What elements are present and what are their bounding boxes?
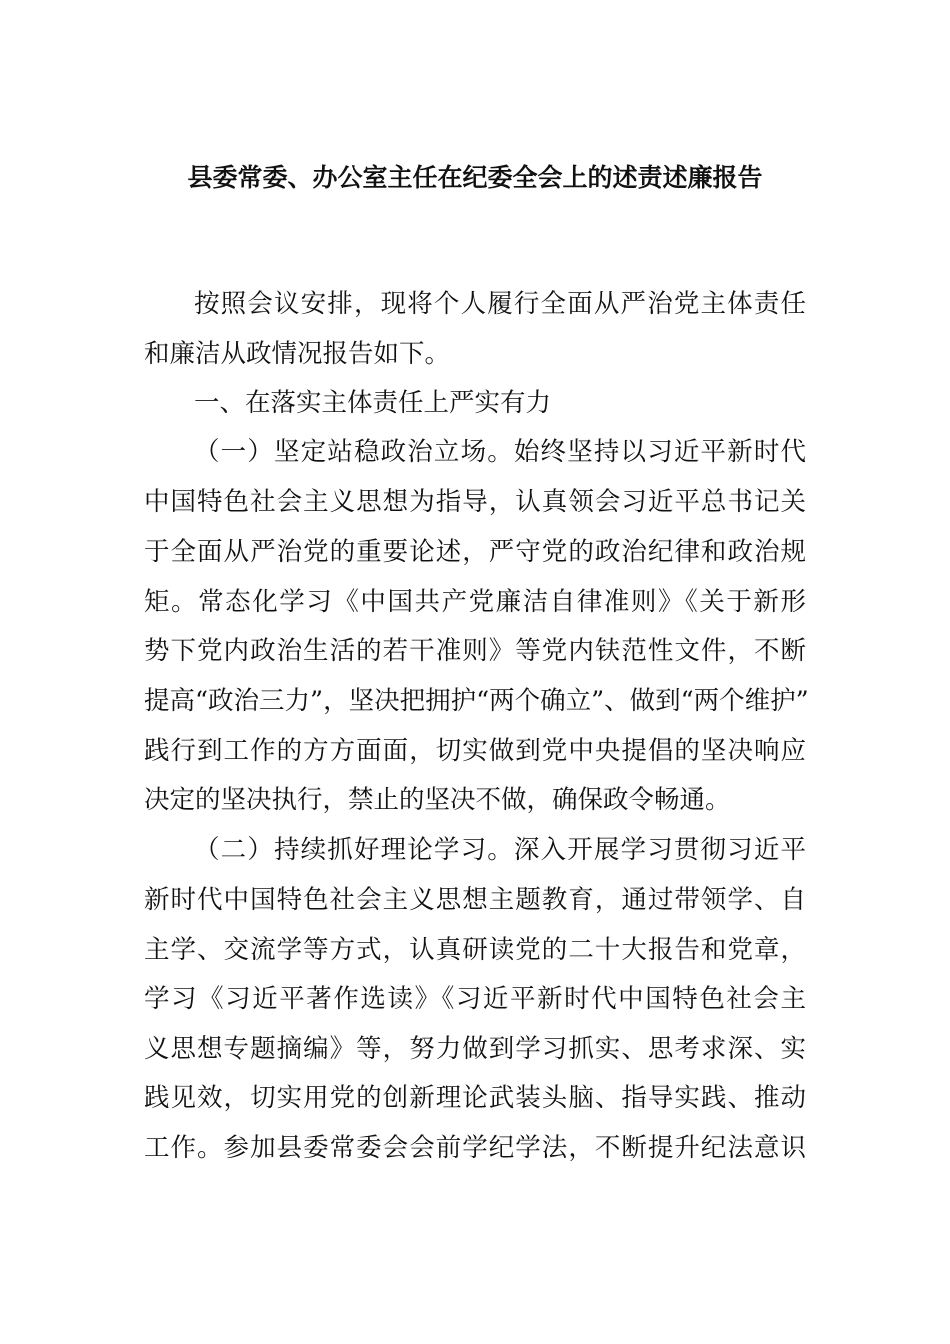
paragraph-line: 学习《习近平著作选读》《习近平新时代中国特色社会主 [144, 984, 806, 1014]
paragraph-line: 提高“政治三力”，坚决把拥护“两个确立”、做到“两个维护” [144, 686, 809, 716]
paragraph-line: 决定的坚决执行，禁止的坚决不做，确保政令畅通。 [144, 785, 731, 815]
section-heading: 一、在落实主体责任上严实有力 [194, 388, 552, 418]
paragraph-line: 势下党内政治生活的若干准则》等党内𫓧范性文件，不断 [144, 636, 806, 666]
paragraph-line: 于全面从严治党的重要论述，严守党的政治纪律和政治规 [144, 537, 806, 567]
paragraph-line: 中国特色社会主义思想为指导，认真领会习近平总书记关 [144, 487, 806, 517]
paragraph-line: 新时代中国特色社会主义思想主题教育，通过带领学、自 [144, 885, 806, 915]
paragraph-line: 和廉洁从政情况报告如下。 [144, 339, 451, 369]
paragraph-line: （二）持续抓好理论学习。深入开展学习贯彻习近平 [194, 835, 806, 865]
paragraph-line: 践见效，切实用党的创新理论武装头脑、指导实践、推动 [144, 1083, 806, 1113]
paragraph-line: 主学、交流学等方式，认真研读党的二十大报告和党章， [144, 935, 806, 965]
paragraph-line: 义思想专题摘编》等，努力做到学习抓实、思考求深、实 [144, 1034, 806, 1064]
document-title: 县委常委、办公室主任在纪委全会上的述责述廉报告 [187, 163, 763, 192]
paragraph-line: 践行到工作的方方面面，切实做到党中央提倡的坚决响应 [144, 736, 806, 766]
paragraph-line: 按照会议安排，现将个人履行全面从严治党主体责任 [194, 289, 806, 319]
paragraph-line: （一）坚定站稳政治立场。始终坚持以习近平新时代 [194, 437, 806, 467]
paragraph-line: 矩。常态化学习《中国共产党廉洁自律准则》《关于新形 [144, 587, 806, 617]
paragraph-line: 工作。参加县委常委会会前学纪学法，不断提升纪法意识 [144, 1133, 806, 1163]
